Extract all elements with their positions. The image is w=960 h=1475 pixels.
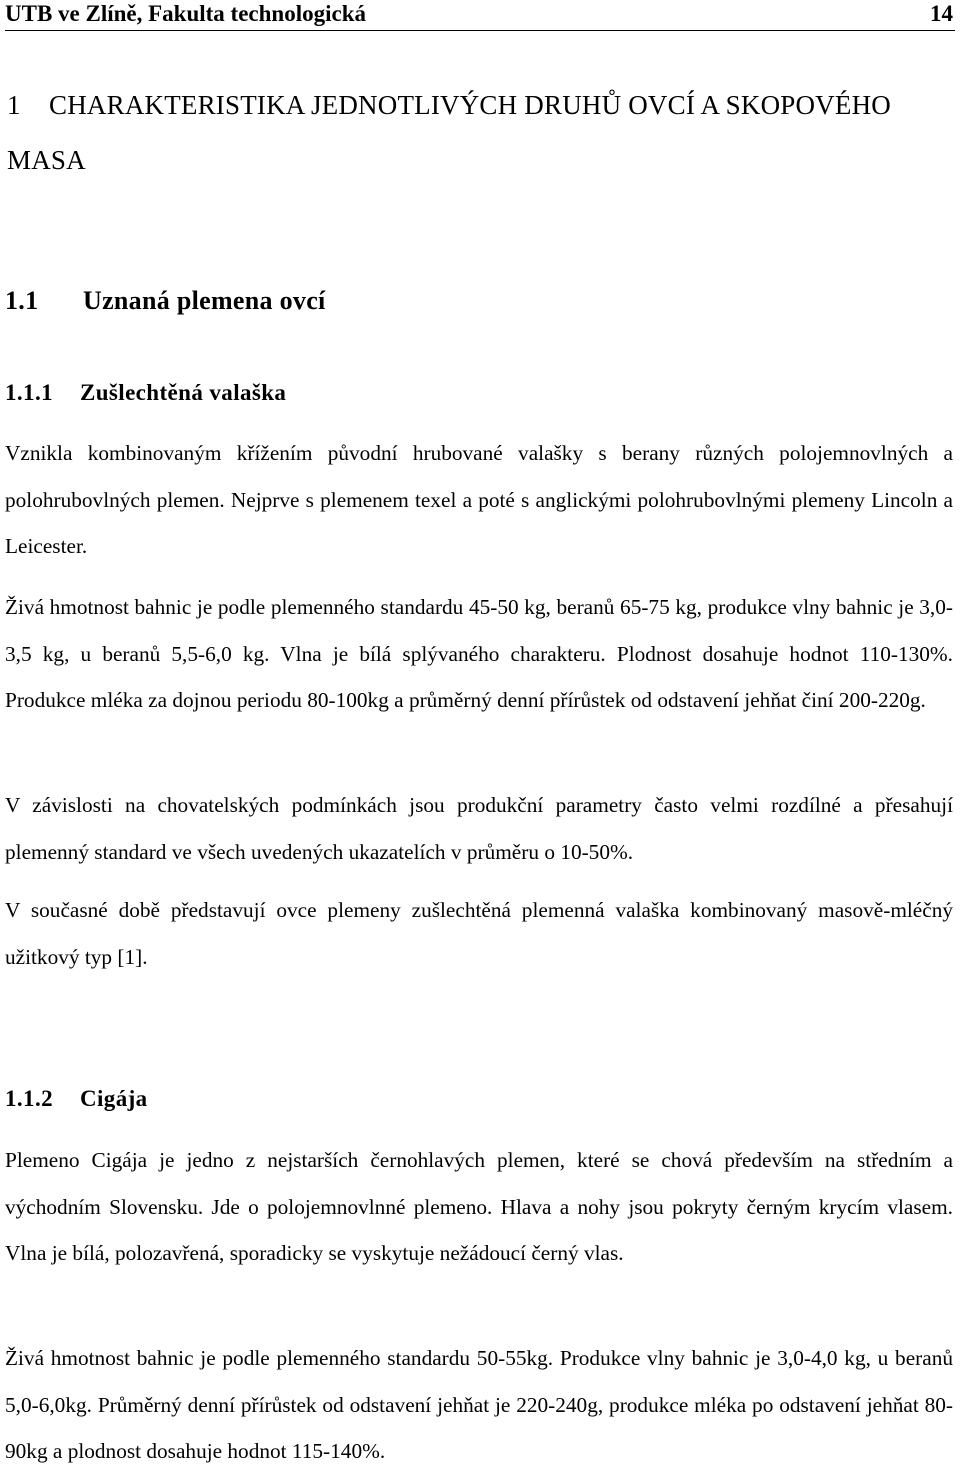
section-number: 1.1	[5, 286, 39, 315]
subsection-number: 1.1.2	[5, 1086, 53, 1111]
chapter-number: 1	[7, 90, 21, 120]
page-number: 14	[930, 1, 953, 26]
paragraph: Plemeno Cigája je jedno z nejstarších černohlavých plemen, které se chová především na středním a východním Slovensku. Jde o polojemnovlnné plemeno. Hlava a nohy jsou pokryty černým krycím vlasem. Vlna je bílá, polozavřená, sporadicky se vyskytuje nežádoucí černý vlas.	[5, 1148, 953, 1265]
section-heading	[5, 286, 326, 316]
running-header	[5, 0, 955, 31]
paragraph: V závislosti na chovatelských podmínkách jsou produkční parametry často velmi rozdílné a přesahují plemenný standard ve všech uvedených ukazatelích v průměru o 10-50%.	[5, 793, 953, 864]
section-title: Uznaná plemena ovcí	[83, 286, 326, 315]
subsection-heading-2	[5, 1086, 148, 1112]
paragraph: V současné době představují ovce plemeny zušlechtěná plemenná valaška kombinovaný masově-mléčný užitkový typ [1].	[5, 898, 953, 969]
chapter-title: CHARAKTERISTIKA JEDNOTLIVÝCH DRUHŮ OVCÍ A SKOPOVÉHO MASA	[7, 90, 891, 175]
chapter-heading	[7, 78, 907, 188]
subsection-heading-1	[5, 380, 286, 406]
subsection-title: Zušlechtěná valaška	[80, 380, 287, 405]
header-institution: UTB ve Zlíně, Fakulta technologická	[5, 1, 366, 26]
subsection-number: 1.1.1	[5, 380, 53, 405]
subsection-title: Cigája	[80, 1086, 148, 1111]
paragraph: Vznikla kombinovaným křížením původní hrubované valašky s berany různých polojemnovlných a polohrubovlných plemen. Nejprve s plemenem texel a poté s anglickými polohrubovlnými plemeny Lincoln a Leicester.	[5, 441, 953, 558]
paragraph: Živá hmotnost bahnic je podle plemenného standardu 45-50 kg, beranů 65-75 kg, produkce vlny bahnic je 3,0-3,5 kg, u beranů 5,5-6,0 kg. Vlna je bílá splývaného charakteru. Plodnost dosahuje hodnot 110-130%. Produkce mléka za dojnou periodu 80-100kg a průměrný denní přírůstek od odstavení jehňat činí 200-220g.	[5, 595, 953, 712]
paragraph: Živá hmotnost bahnic je podle plemenného standardu 50-55kg. Produkce vlny bahnic je 3,0-4,0 kg, u beranů 5,0-6,0kg. Průměrný denní přírůstek od odstavení jehňat je 220-240g, produkce mléka po odstavení jehňat 80-90kg a plodnost dosahuje hodnot 115-140%.	[5, 1346, 953, 1463]
